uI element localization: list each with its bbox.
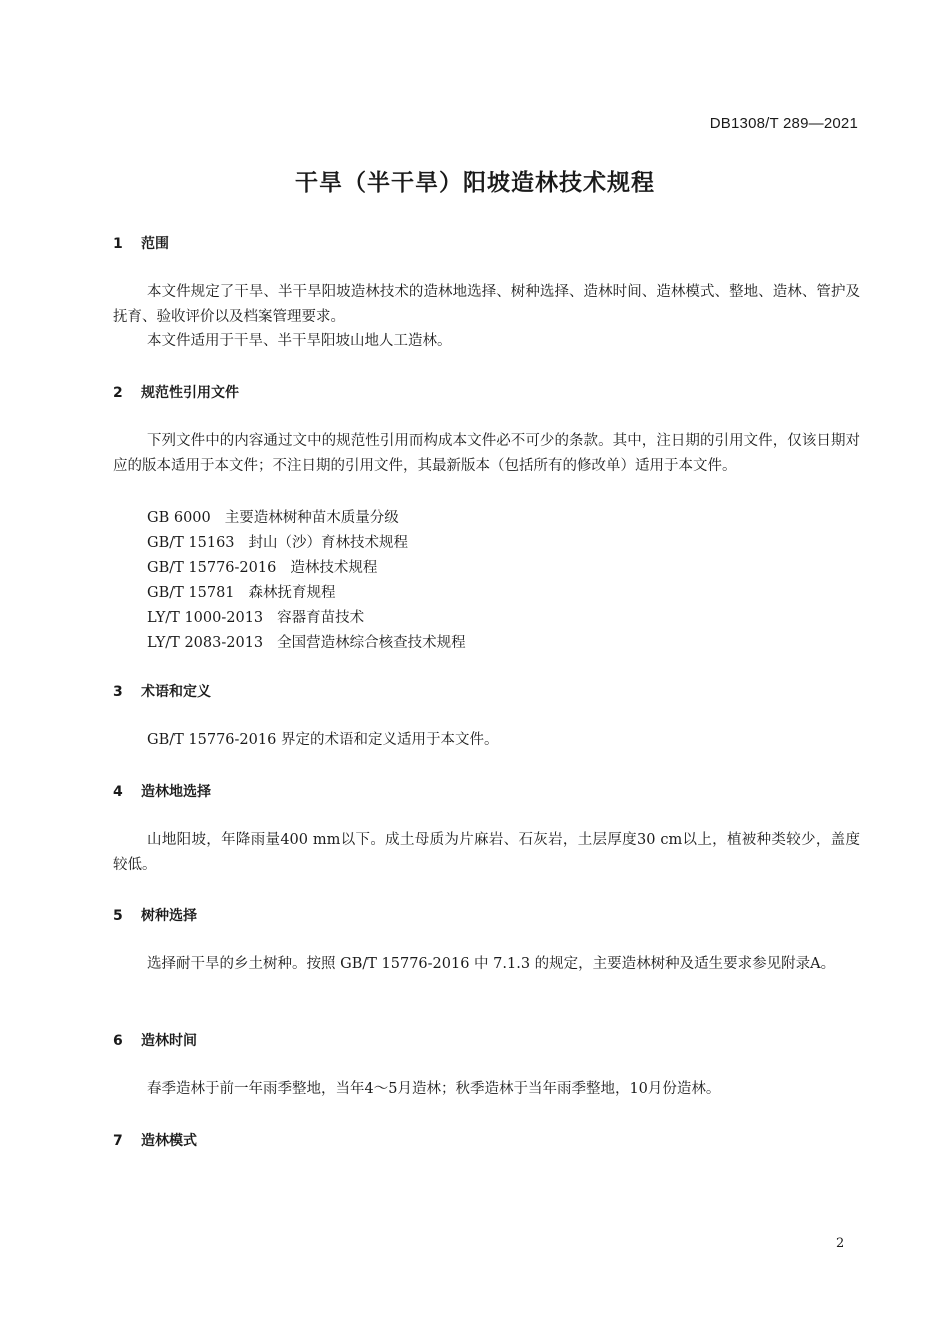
- paragraph: 选择耐干旱的乡土树种。按照 GB/T 15776-2016 中 7.1.3 的规定，主要造林树种及适生要求参见附录A。: [147, 956, 836, 972]
- section-heading-planting-time: [113, 1030, 197, 1050]
- section-number: 6: [113, 1033, 123, 1049]
- reference-name: 造林技术规程: [290, 560, 378, 576]
- section-title: 范围: [141, 236, 169, 252]
- reference-name: 森林抚育规程: [248, 585, 336, 601]
- section-heading-site-selection: [113, 781, 211, 801]
- reference-code: GB/T 15781: [147, 585, 235, 601]
- section-title: 规范性引用文件: [141, 385, 239, 401]
- reference-name: 封山（沙）育林技术规程: [248, 535, 409, 551]
- reference-name: 容器育苗技术: [277, 610, 365, 626]
- reference-code: GB/T 15776-2016: [147, 560, 277, 576]
- section-heading-species-selection: [113, 905, 197, 925]
- section-number: 7: [113, 1133, 123, 1149]
- paragraph: 山地阳坡，年降雨量400 mm以下。成土母质为片麻岩、石灰岩，土层厚度30 cm以上，植被种类较少，盖度较低。: [113, 832, 860, 873]
- section-title: 树种选择: [141, 908, 197, 924]
- reference-item: [147, 506, 399, 527]
- section-number: 4: [113, 784, 123, 800]
- reference-item: [147, 606, 364, 627]
- document-code: DB1308/T 289—2021: [709, 115, 858, 132]
- document-title: 干旱（半干旱）阳坡造林技术规程: [295, 170, 655, 196]
- reference-item: [147, 631, 466, 652]
- reference-code: GB/T 15163: [147, 535, 235, 551]
- section-title: 造林地选择: [141, 784, 211, 800]
- section-title: 造林模式: [141, 1133, 197, 1149]
- section-number: 1: [113, 236, 123, 252]
- section-heading-planting-mode: [113, 1130, 197, 1150]
- section-number: 3: [113, 684, 123, 700]
- reference-item: [147, 581, 336, 602]
- paragraph: 本文件规定了干旱、半干旱阳坡造林技术的造林地选择、树种选择、造林时间、造林模式、整地、造林、管护及抚育、验收评价以及档案管理要求。: [113, 284, 860, 325]
- section-title: 术语和定义: [141, 684, 211, 700]
- section-number: 2: [113, 385, 123, 401]
- reference-item: [147, 556, 377, 577]
- reference-name: 主要造林树种苗木质量分级: [224, 510, 399, 526]
- reference-name: 全国营造林综合核查技术规程: [277, 635, 466, 651]
- reference-item: [147, 531, 408, 552]
- paragraph: 春季造林于前一年雨季整地，当年4～5月造林；秋季造林于当年雨季整地，10月份造林。: [147, 1081, 721, 1097]
- reference-code: LY/T 1000-2013: [147, 610, 264, 626]
- section-heading-scope: [113, 233, 169, 253]
- section-heading-terms: [113, 681, 211, 701]
- section-title: 造林时间: [141, 1033, 197, 1049]
- paragraph: 下列文件中的内容通过文中的规范性引用而构成本文件必不可少的条款。其中，注日期的引用文件，仅该日期对应的版本适用于本文件；不注日期的引用文件，其最新版本（包括所有的修改单）适用于本文件。: [113, 433, 860, 474]
- section-heading-normative-references: [113, 382, 239, 402]
- reference-code: LY/T 2083-2013: [147, 635, 264, 651]
- paragraph: GB/T 15776-2016 界定的术语和定义适用于本文件。: [147, 732, 499, 748]
- paragraph: 本文件适用于干旱、半干旱阳坡山地人工造林。: [147, 333, 452, 349]
- section-number: 5: [113, 908, 123, 924]
- page-number: 2: [836, 1236, 845, 1251]
- reference-code: GB 6000: [147, 510, 211, 526]
